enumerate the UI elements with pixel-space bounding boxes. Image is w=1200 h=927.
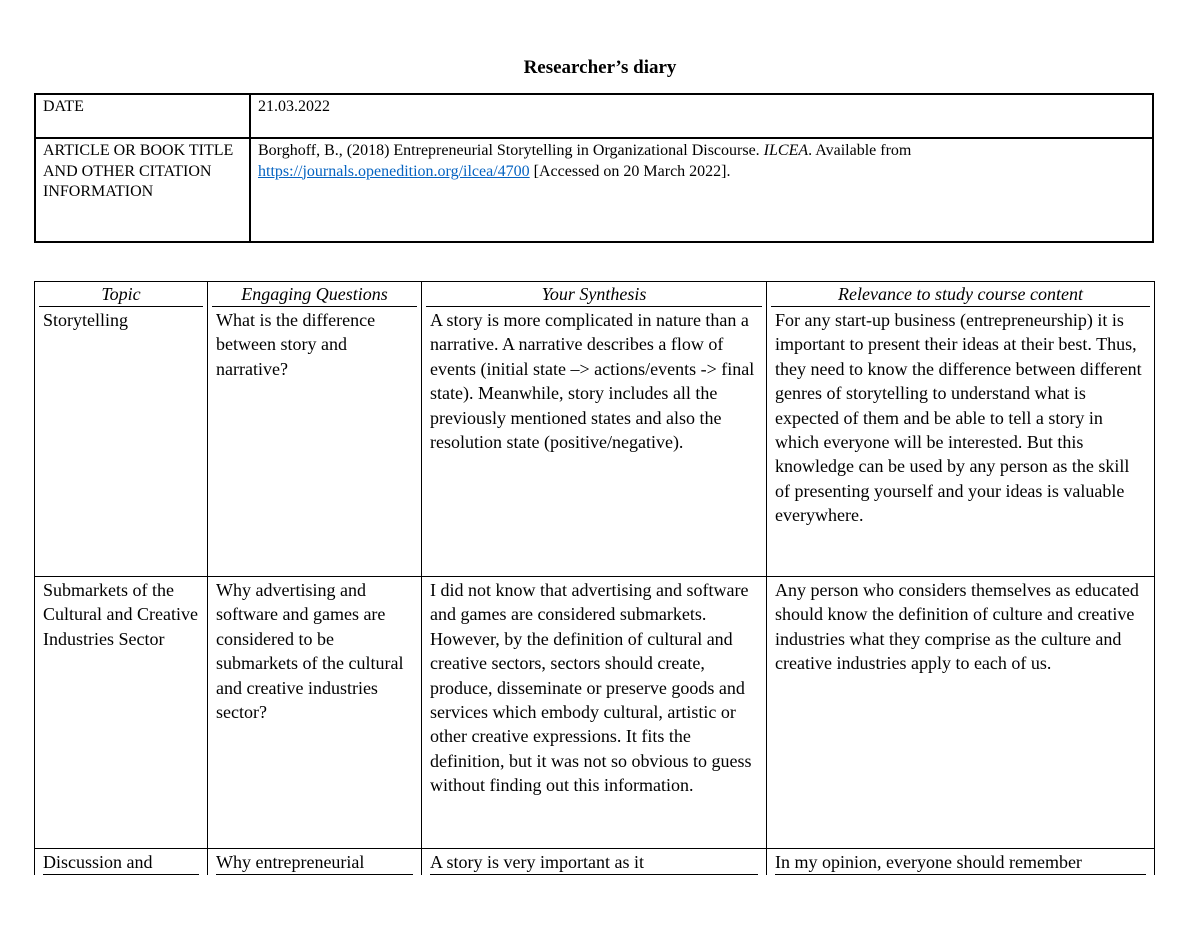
row-3-synthesis: A story is very important as it [422, 849, 767, 876]
diary-table [34, 281, 1155, 875]
row-2-topic: Submarkets of the Cultural and Creative Industries Sector [35, 577, 208, 849]
table-row [35, 849, 1155, 876]
header-relevance: Relevance to study course content [767, 282, 1155, 308]
citation-table [34, 93, 1154, 243]
row-3-questions: Why entrepreneurial [208, 849, 422, 876]
row-1-synthesis: A story is more complicated in nature than a narrative. A narrative describes a flow of events (initial state –> actions/events -> final state). Meanwhile, story includes all the previously mentioned states and also the resolution state (positive/negative). [422, 307, 767, 577]
citation-text-after: [Accessed on 20 March 2022]. [529, 162, 731, 180]
citation-label: ARTICLE OR BOOK TITLE AND OTHER CITATION INFORMATION [35, 138, 250, 242]
page-title: Researcher’s diary [523, 57, 677, 78]
diary-header-row [35, 282, 1155, 308]
header-questions: Engaging Questions [208, 282, 422, 308]
table-row [35, 577, 1155, 849]
row-2-synthesis: I did not know that advertising and software and games are considered submarkets. However, by the definition of cultural and creative sectors, sectors should create, produce, disseminate or preserve goods and services which embody cultural, artistic or other creative expressions. It fits the definition, but it was not so obvious to guess without finding out this information. [422, 577, 767, 849]
row-1-topic: Storytelling [35, 307, 208, 577]
row-3-relevance: In my opinion, everyone should remember [767, 849, 1155, 876]
citation-value [250, 138, 1153, 242]
date-label: DATE [35, 94, 250, 138]
row-3-topic: Discussion and [35, 849, 208, 876]
citation-text-mid: . Available from [808, 142, 912, 159]
row-2-relevance: Any person who considers themselves as educated should know the definition of culture and creative industries what they comprise as the culture and creative industries apply to each of us. [767, 577, 1155, 849]
table-row [35, 307, 1155, 577]
citation-link[interactable]: https://journals.openedition.org/ilcea/4700 [258, 162, 530, 180]
date-row [35, 94, 1153, 138]
header-topic: Topic [35, 282, 208, 308]
row-2-questions: Why advertising and software and games are considered to be submarkets of the cultural and creative industries sector? [208, 577, 422, 849]
citation-journal: ILCEA [763, 142, 809, 159]
header-synthesis: Your Synthesis [422, 282, 767, 308]
row-1-questions: What is the difference between story and narrative? [208, 307, 422, 577]
citation-text-before: Borghoff, B., (2018) Entrepreneurial Storytelling in Organizational Discourse. [258, 142, 764, 159]
row-1-relevance: For any start-up business (entrepreneurship) it is important to present their ideas at their best. Thus, they need to know the difference between different genres of storytelling to understand what is expected of them and be able to tell a story in which everyone will be interested. But this knowledge can be used by any person as the skill of presenting yourself and your ideas is valuable everywhere. [767, 307, 1155, 577]
citation-row [35, 138, 1153, 242]
date-value: 21.03.2022 [250, 94, 1153, 138]
